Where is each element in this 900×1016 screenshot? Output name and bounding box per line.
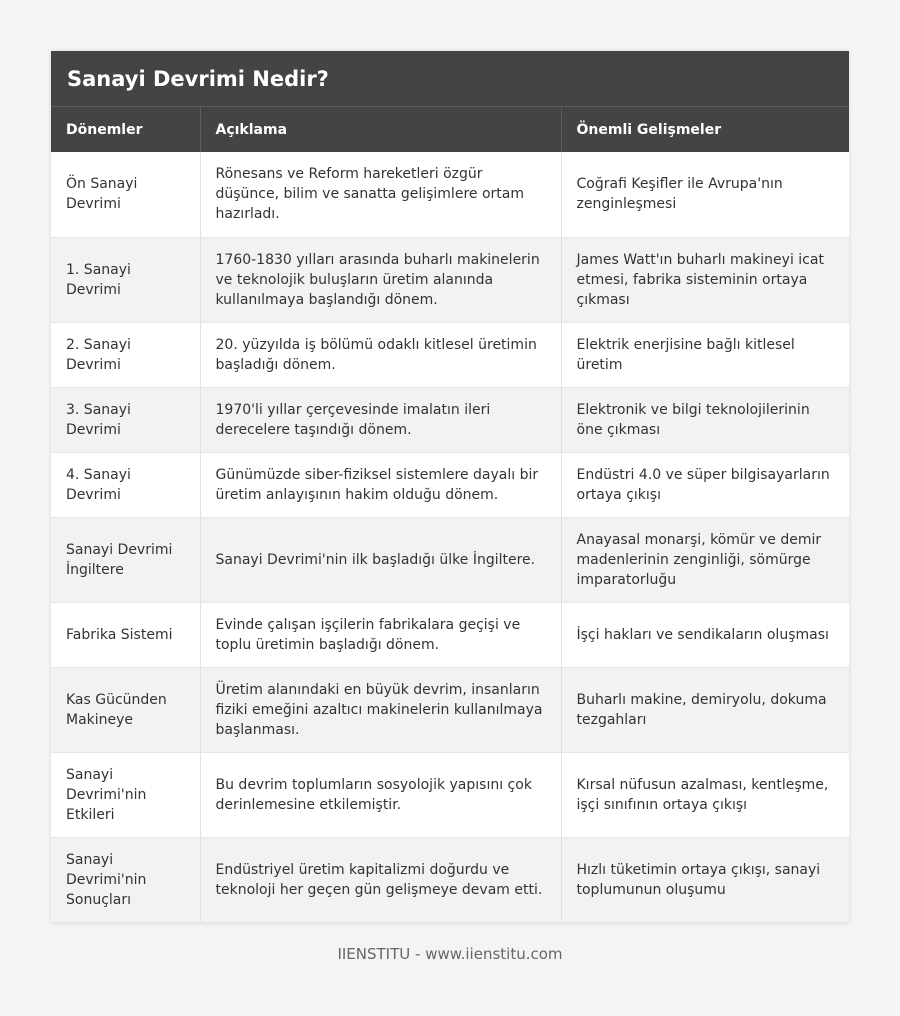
period-cell: 3. Sanayi Devrimi bbox=[51, 387, 200, 452]
developments-cell: Hızlı tüketimin ortaya çıkışı, sanayi toplumunun oluşumu bbox=[561, 837, 849, 922]
periods-table bbox=[51, 107, 849, 923]
table-row bbox=[51, 602, 849, 667]
table-card bbox=[51, 51, 849, 923]
period-cell: Kas Gücünden Makineye bbox=[51, 667, 200, 752]
column-header-developments: Önemli Gelişmeler bbox=[561, 107, 849, 152]
developments-cell: İşçi hakları ve sendikaların oluşması bbox=[561, 602, 849, 667]
table-row bbox=[51, 517, 849, 602]
description-cell: Üretim alanındaki en büyük devrim, insanların fiziki emeğini azaltıcı makinelerin kullanılmaya başlanması. bbox=[200, 667, 561, 752]
table-row bbox=[51, 152, 849, 237]
table-row bbox=[51, 322, 849, 387]
column-header-description: Açıklama bbox=[200, 107, 561, 152]
developments-cell: Elektronik ve bilgi teknolojilerinin öne çıkması bbox=[561, 387, 849, 452]
description-cell: Bu devrim toplumların sosyolojik yapısını çok derinlemesine etkilemiştir. bbox=[200, 752, 561, 837]
description-cell: Günümüzde siber-fiziksel sistemlere dayalı bir üretim anlayışının hakim olduğu dönem. bbox=[200, 452, 561, 517]
table-header-row bbox=[51, 107, 849, 152]
table-row bbox=[51, 452, 849, 517]
table-row bbox=[51, 667, 849, 752]
period-cell: Sanayi Devrimi'nin Etkileri bbox=[51, 752, 200, 837]
developments-cell: Endüstri 4.0 ve süper bilgisayarların ortaya çıkışı bbox=[561, 452, 849, 517]
developments-cell: Coğrafi Keşifler ile Avrupa'nın zenginleşmesi bbox=[561, 152, 849, 237]
table-row bbox=[51, 237, 849, 322]
table-row bbox=[51, 752, 849, 837]
period-cell: Sanayi Devrimi'nin Sonuçları bbox=[51, 837, 200, 922]
description-cell: 20. yüzyılda iş bölümü odaklı kitlesel üretimin başladığı dönem. bbox=[200, 322, 561, 387]
description-cell: Rönesans ve Reform hareketleri özgür düşünce, bilim ve sanatta gelişimlere ortam hazırladı. bbox=[200, 152, 561, 237]
period-cell: Fabrika Sistemi bbox=[51, 602, 200, 667]
developments-cell: James Watt'ın buharlı makineyi icat etmesi, fabrika sisteminin ortaya çıkması bbox=[561, 237, 849, 322]
developments-cell: Kırsal nüfusun azalması, kentleşme, işçi sınıfının ortaya çıkışı bbox=[561, 752, 849, 837]
table-title: Sanayi Devrimi Nedir? bbox=[51, 51, 849, 107]
period-cell: Ön Sanayi Devrimi bbox=[51, 152, 200, 237]
period-cell: 1. Sanayi Devrimi bbox=[51, 237, 200, 322]
developments-cell: Buharlı makine, demiryolu, dokuma tezgahları bbox=[561, 667, 849, 752]
footer-credit: IIENSTITU - www.iienstitu.com bbox=[337, 945, 563, 963]
description-cell: Endüstriyel üretim kapitalizmi doğurdu ve teknoloji her geçen gün gelişmeye devam etti. bbox=[200, 837, 561, 922]
table-row bbox=[51, 837, 849, 922]
period-cell: 2. Sanayi Devrimi bbox=[51, 322, 200, 387]
column-header-periods: Dönemler bbox=[51, 107, 200, 152]
description-cell: Sanayi Devrimi'nin ilk başladığı ülke İngiltere. bbox=[200, 517, 561, 602]
developments-cell: Elektrik enerjisine bağlı kitlesel üretim bbox=[561, 322, 849, 387]
developments-cell: Anayasal monarşi, kömür ve demir madenlerinin zenginliği, sömürge imparatorluğu bbox=[561, 517, 849, 602]
description-cell: Evinde çalışan işçilerin fabrikalara geçişi ve toplu üretimin başladığı dönem. bbox=[200, 602, 561, 667]
table-row bbox=[51, 387, 849, 452]
period-cell: Sanayi Devrimi İngiltere bbox=[51, 517, 200, 602]
description-cell: 1760-1830 yılları arasında buharlı makinelerin ve teknolojik buluşların üretim alanında kullanılmaya başlandığı dönem. bbox=[200, 237, 561, 322]
description-cell: 1970'li yıllar çerçevesinde imalatın ileri derecelere taşındığı dönem. bbox=[200, 387, 561, 452]
period-cell: 4. Sanayi Devrimi bbox=[51, 452, 200, 517]
